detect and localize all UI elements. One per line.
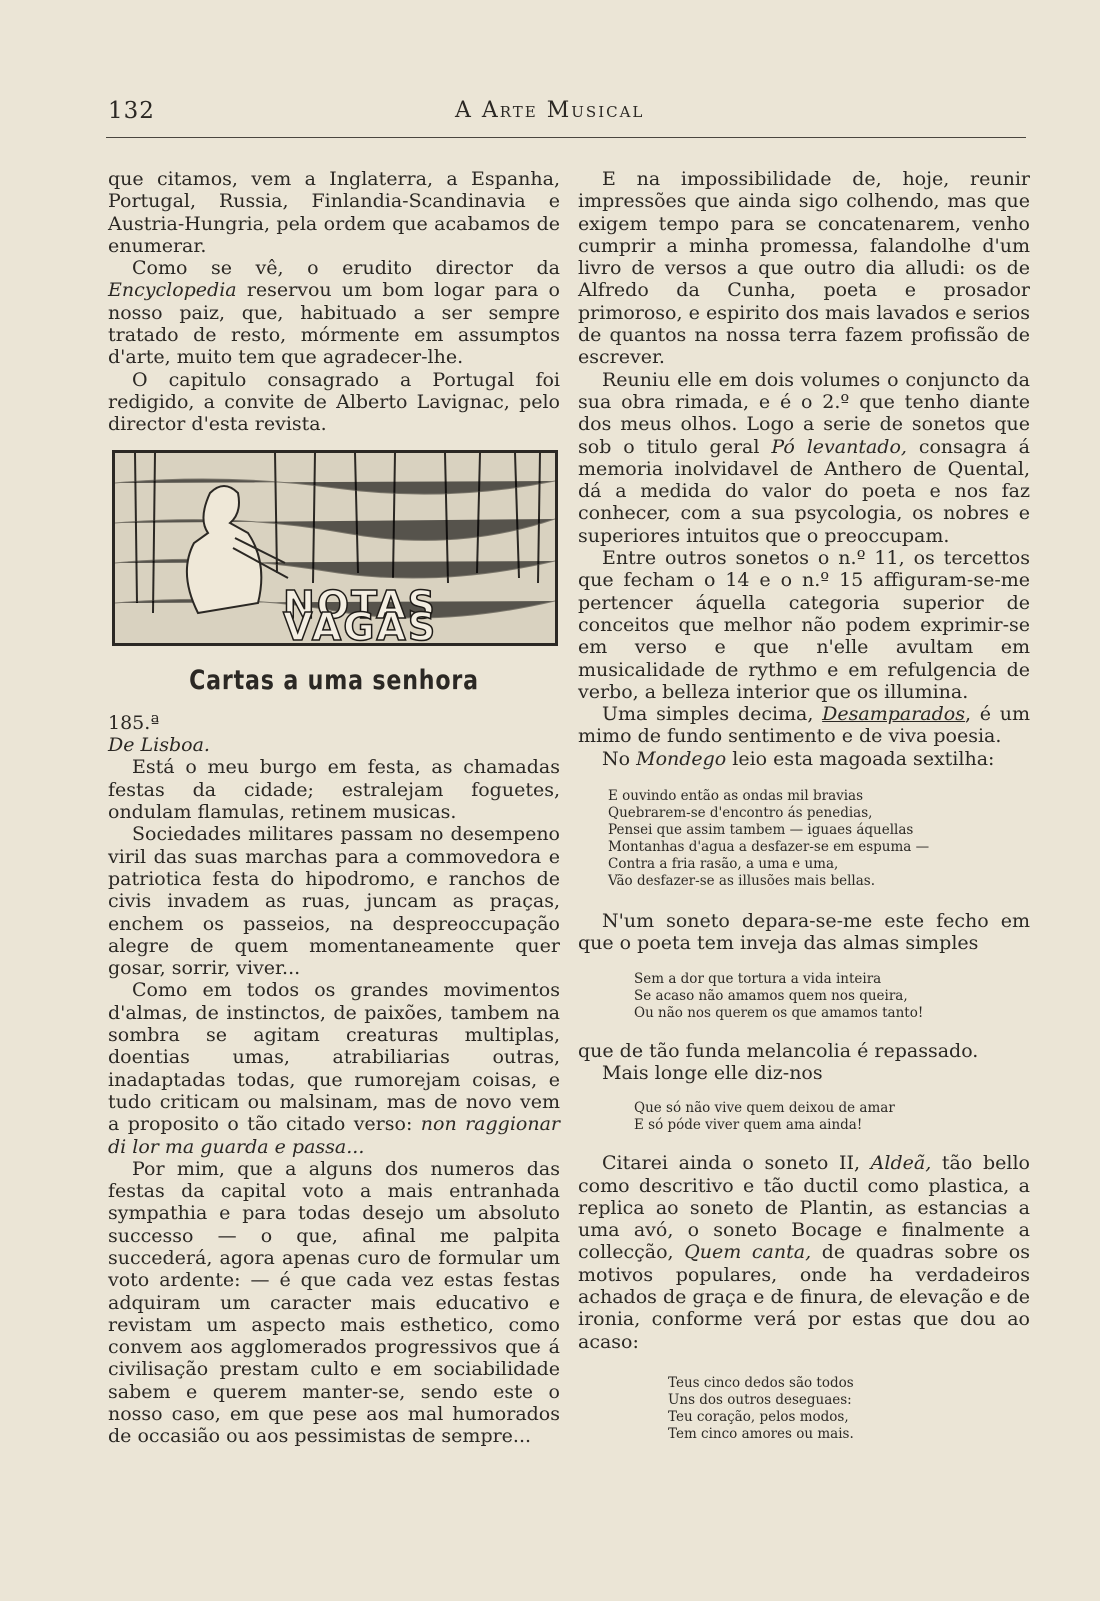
left-column — [108, 168, 560, 1448]
section-heading: Cartas a uma senhora — [189, 664, 479, 696]
paragraph: Como se vê, o erudito director da Encyclopedia reservou um bom logar para o nosso paiz, que, habituado a ser sempre tratado de resto, mórmente em assumptos d'arte, muito tem que agradecer-lhe. — [108, 257, 560, 369]
letter-place: De Lisboa. — [108, 734, 210, 757]
verse-line: E só póde viver quem ama ainda! — [634, 1117, 863, 1134]
paragraph: E na impossibilidade de, hoje, reunir impressões que ainda sigo colhendo, mas que exigem tempo para se concatenarem, venho cumprir a minha promessa, falandolhe d'um livro de versos a que outro dia alludi: os de Alfredo da Cunha, poeta e prosador primoroso, e espirito dos mais lavados e serios de quantos na nossa terra fazem profissão de escrever. — [578, 168, 1030, 369]
verse-line: Tem cinco amores ou mais. — [668, 1425, 854, 1442]
paragraph: No Mondego leio esta magoada sextilha: — [602, 747, 995, 770]
verse-quadra — [668, 1375, 1030, 1443]
running-title: A Arte Musical — [455, 98, 645, 123]
paragraph: N'um soneto depara-se-me este fecho em que o poeta tem inveja das almas simples — [578, 910, 1030, 955]
vignette-title: NOTAS VAGAS — [283, 582, 438, 646]
verse-line: Quebrarem-se d'encontro ás penedias, — [608, 805, 873, 822]
paragraph: Mais longe elle diz-nos — [602, 1061, 823, 1084]
verse-sextilha — [608, 788, 1030, 890]
letter-number: 185.ª — [108, 711, 160, 734]
paragraph: Entre outros sonetos o n.º 11, os tercettos que fecham o 14 e o n.º 15 affiguram-se-me pertencer áquella categoria superior de conceitos que melhor não podem exprimir-se em verso e que n'elle avultam em musicalidade de rythmo e em refulgencia de verbo, a belleza interior que os illumina. — [578, 547, 1030, 703]
right-column — [578, 168, 1030, 1443]
paragraph: O capitulo consagrado a Portugal foi redigido, a convite de Alberto Lavignac, pelo director d'esta revista. — [108, 368, 560, 436]
verse-line: Uns dos outros deseguaes: — [668, 1391, 852, 1408]
verse-line: Que só não vive quem deixou de amar — [634, 1100, 895, 1117]
header-rule — [106, 137, 1026, 138]
paragraph: Reuniu elle em dois volumes o conjuncto da sua obra rimada, e é o 2.º que tenho diante dos meus olhos. Logo a serie de sonetos que sob o titulo geral Pó levantado, consagra á memoria inolvidavel de Anthero de Quental, dá a medida do valor do poeta e nos faz conhecer, com a sua psycologia, os nobres e superiores intuitos que o preoccupam. — [578, 368, 1031, 547]
verse-line: Teus cinco dedos são todos — [668, 1374, 854, 1391]
paragraph: Uma simples decima, Desamparados, é um mimo de fundo sentimento e de viva poesia. — [578, 703, 1030, 748]
verse-line: Montanhas d'agua a desfazer-se em espuma — — [608, 839, 930, 856]
paragraph: Citarei ainda o soneto II, Aldeã, tão bello como descritivo e tão ductil como plastica, a replica ao soneto de Plantin, as estancias a uma avó, o soneto Bocage e finalmente a collecção, Quem canta, de quadras sobre os motivos populares, onde ha verdadeiros achados de graça e de finura, de elevação e de ironia, conforme verá por estas que dou ao acaso: — [578, 1152, 1030, 1353]
paragraph: que de tão funda melancolia é repassado. — [578, 1039, 979, 1062]
paragraph: que citamos, vem a Inglaterra, a Espanha, Portugal, Russia, Finlandia-Scandinavia e Austria-Hungria, pela ordem que acabamos de enumerar. — [108, 168, 560, 257]
verse-line: Ou não nos querem os que amamos tanto! — [634, 1004, 924, 1021]
verse-line: Teu coração, pelos modos, — [668, 1408, 849, 1425]
verse-line: Contra a fria rasão, a uma e uma, — [608, 856, 839, 873]
verse-line: Se acaso não amamos quem nos queira, — [634, 987, 908, 1004]
verse-line: E ouvindo então as ondas mil bravias — [608, 788, 864, 805]
page-number: 132 — [108, 98, 155, 124]
verse-couplet — [634, 1100, 1030, 1134]
verse-line: Vão desfazer-se as illusões mais bellas. — [608, 873, 876, 890]
paragraph: Está o meu burgo em festa, as chamadas festas da cidade; estralejam foguetes, ondulam flamulas, retinem musicas. — [108, 756, 560, 824]
paragraph: Sociedades militares passam no desempeno viril das suas marchas para a commovedora e patriotica festa do hipodromo, e ranchos de civis invadem as ruas, juncam as praças, enchem os passeios, na despreoccupação alegre de quem momentaneamente quer gosar, sorrir, viver... — [108, 823, 560, 980]
paragraph: Como em todos os grandes movimentos d'almas, de instinctos, de paixões, tambem na sombra se agitam creaturas multiplas, doentias umas, atrabiliarias outras, inadaptadas todas, que rumorejam coisas, e tudo criticam ou malsinam, mas de novo vem a proposito o tão citado verso: non raggionar di lor ma guarda e passa... — [108, 979, 560, 1158]
notas-vagas-vignette — [112, 450, 558, 646]
verse-line: Sem a dor que tortura a vida inteira — [634, 970, 882, 987]
verse-line: Pensei que assim tambem — iguaes áquellas — [608, 822, 914, 839]
paragraph: Por mim, que a alguns dos numeros das festas da capital voto a mais entranhada sympathia e para todas desejo um absoluto successo — o que, afinal me palpita succederá, agora apenas curo de formular um voto ardente: — é que cada vez estas festas adquiram um caracter mais educativo e revistam um aspecto mais esthetico, como convem aos agglomerados progressivos que á civilisação prestam culto e em sociabilidade sabem e querem manter-se, sendo este o nosso caso, em que pese aos mal humorados de occasião ou aos pessimistas de sempre... — [108, 1157, 560, 1448]
verse-tercet — [634, 971, 1030, 1022]
